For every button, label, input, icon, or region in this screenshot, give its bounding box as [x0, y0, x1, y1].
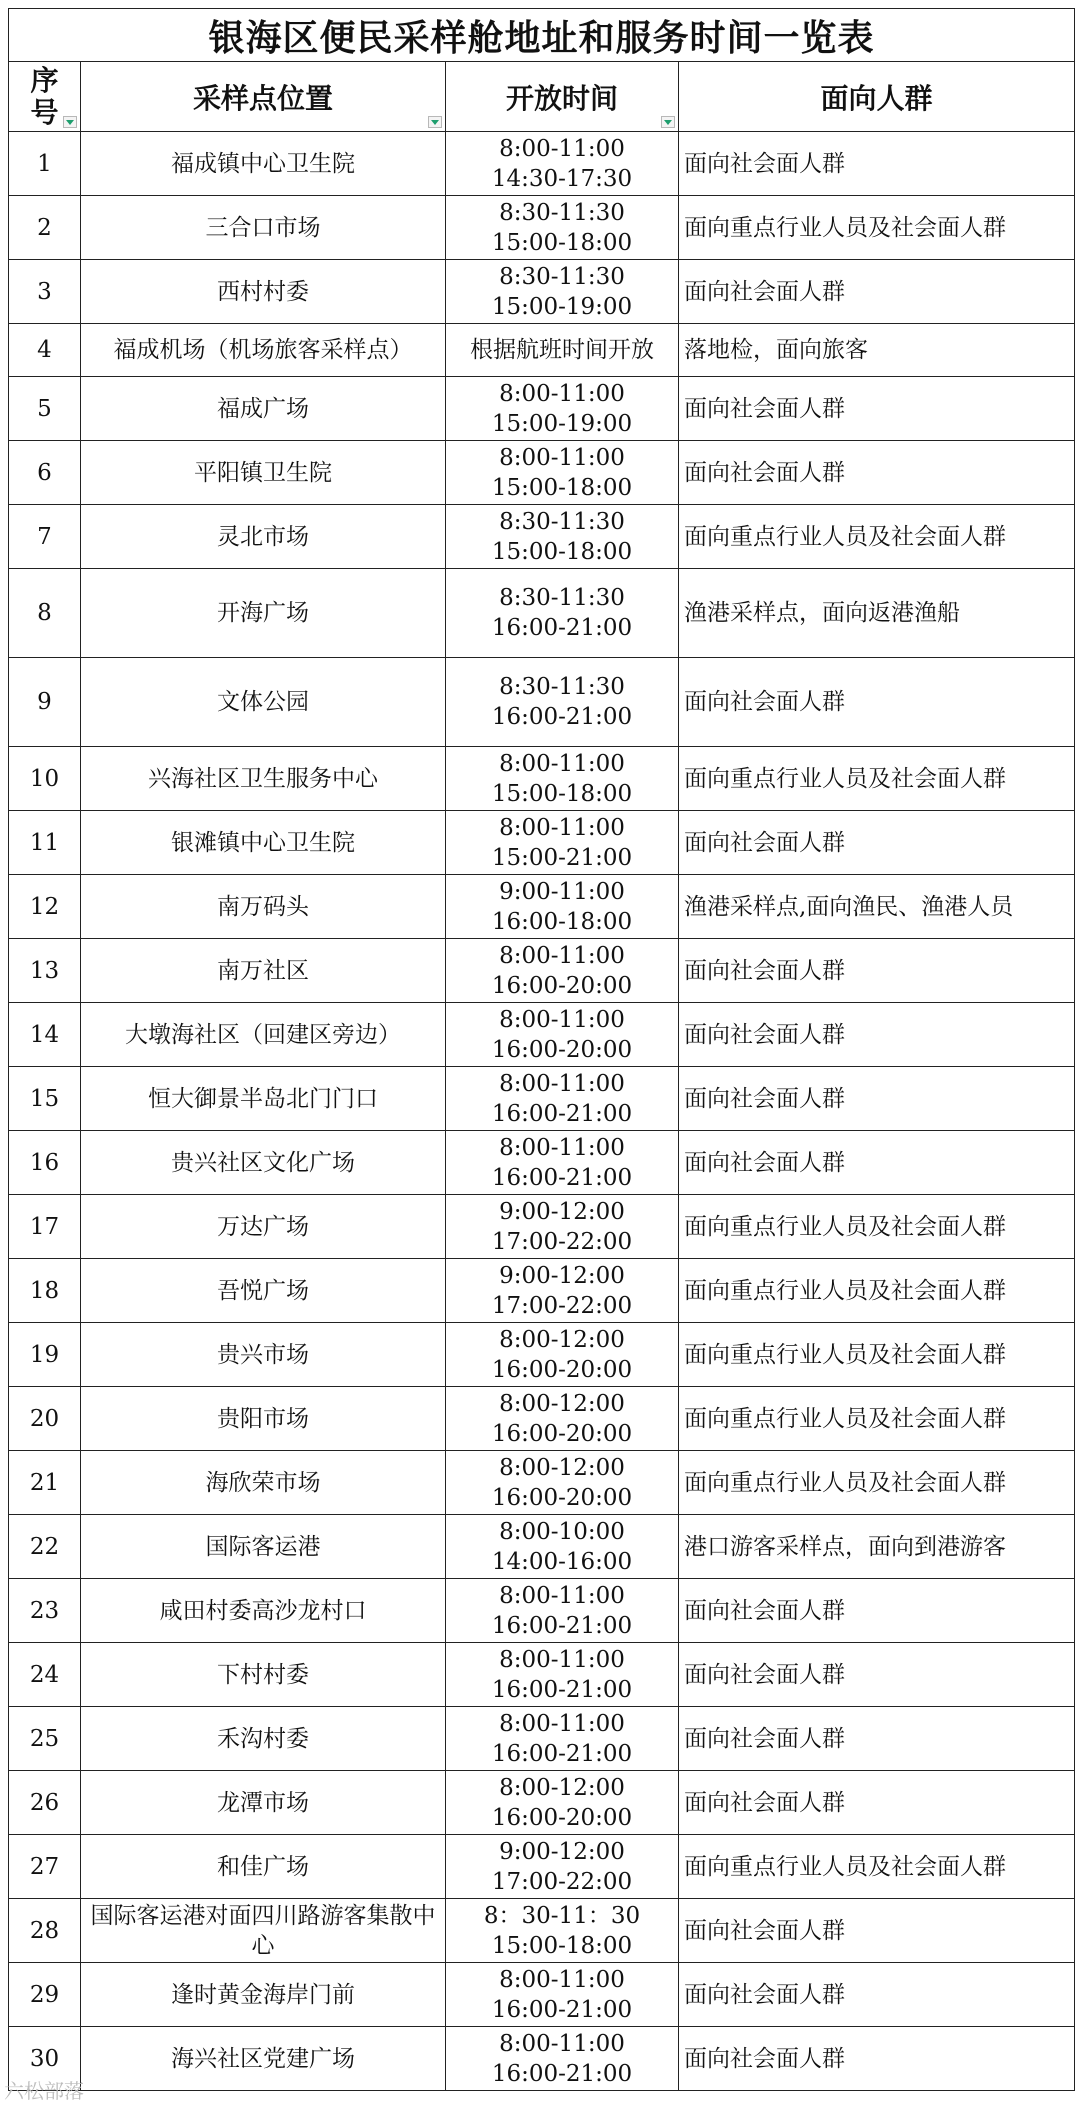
opening-hours — [446, 1195, 679, 1259]
site-location: 吾悦广场 — [81, 1259, 446, 1323]
hours-line-2: 15:00-21:00 — [491, 844, 633, 871]
row-number: 11 — [9, 811, 81, 875]
site-location: 龙潭市场 — [81, 1771, 446, 1835]
hours-line-2: 15:00-18:00 — [491, 229, 633, 256]
row-number: 10 — [9, 747, 81, 811]
hours-line-1: 8:00-12:00 — [499, 1390, 625, 1417]
title-row — [9, 9, 1075, 62]
target-audience: 面向重点行业人员及社会面人群 — [679, 1835, 1075, 1899]
table-row — [9, 441, 1075, 505]
site-location: 西村村委 — [81, 260, 446, 324]
table-row — [9, 1963, 1075, 2027]
row-number: 21 — [9, 1451, 81, 1515]
target-audience: 面向社会面人群 — [679, 1771, 1075, 1835]
target-audience: 面向社会面人群 — [679, 1003, 1075, 1067]
row-number: 29 — [9, 1963, 81, 2027]
site-location: 三合口市场 — [81, 196, 446, 260]
row-number: 13 — [9, 939, 81, 1003]
table-row — [9, 875, 1075, 939]
target-audience: 面向社会面人群 — [679, 811, 1075, 875]
target-audience: 面向社会面人群 — [679, 1579, 1075, 1643]
site-location: 国际客运港对面四川路游客集散中心 — [81, 1899, 446, 1963]
row-number: 26 — [9, 1771, 81, 1835]
hours-line-2: 16:00-21:00 — [491, 1740, 633, 1767]
row-number: 6 — [9, 441, 81, 505]
target-audience: 面向社会面人群 — [679, 441, 1075, 505]
site-location: 贵阳市场 — [81, 1387, 446, 1451]
hours-line-2: 17:00-22:00 — [491, 1228, 633, 1255]
opening-hours — [446, 1067, 679, 1131]
opening-hours — [446, 1387, 679, 1451]
table-row — [9, 658, 1075, 747]
target-audience: 渔港采样点，面向返港渔船 — [679, 569, 1075, 658]
target-audience: 面向社会面人群 — [679, 2027, 1075, 2091]
table-row — [9, 1003, 1075, 1067]
hours-line-1: 8:00-12:00 — [499, 1454, 625, 1481]
row-number: 25 — [9, 1707, 81, 1771]
opening-hours — [446, 811, 679, 875]
table-row — [9, 1451, 1075, 1515]
table-row — [9, 1323, 1075, 1387]
hours-line-1: 8:30-11:30 — [499, 508, 625, 535]
site-location: 福成机场（机场旅客采样点） — [81, 324, 446, 377]
opening-hours — [446, 1771, 679, 1835]
opening-hours — [446, 1835, 679, 1899]
target-audience: 面向社会面人群 — [679, 1963, 1075, 2027]
table-row — [9, 132, 1075, 196]
hours-line-2: 15:00-18:00 — [491, 474, 633, 501]
opening-hours — [446, 505, 679, 569]
table-row — [9, 505, 1075, 569]
table-row — [9, 324, 1075, 377]
site-location: 平阳镇卫生院 — [81, 441, 446, 505]
opening-hours — [446, 569, 679, 658]
hours-line-1: 8:00-11:00 — [499, 444, 625, 471]
hours-line-2: 16:00-21:00 — [491, 1612, 633, 1639]
opening-hours — [446, 1707, 679, 1771]
site-location: 海兴社区党建广场 — [81, 2027, 446, 2091]
opening-hours — [446, 939, 679, 1003]
site-location: 和佳广场 — [81, 1835, 446, 1899]
row-number: 1 — [9, 132, 81, 196]
opening-hours — [446, 1899, 679, 1963]
hours-line-1: 8：30-11：30 — [483, 1902, 641, 1929]
opening-hours — [446, 1643, 679, 1707]
hours-line-2: 16:00-21:00 — [491, 1164, 633, 1191]
table-row — [9, 1579, 1075, 1643]
site-location: 国际客运港 — [81, 1515, 446, 1579]
opening-hours — [446, 875, 679, 939]
site-location: 福成广场 — [81, 377, 446, 441]
hours-line-1: 8:00-11:00 — [499, 135, 625, 162]
opening-hours — [446, 2027, 679, 2091]
row-number: 27 — [9, 1835, 81, 1899]
row-number: 22 — [9, 1515, 81, 1579]
target-audience: 面向社会面人群 — [679, 939, 1075, 1003]
filter-dropdown-icon[interactable] — [63, 116, 77, 128]
opening-hours — [446, 1451, 679, 1515]
hours-line-1: 8:30-11:30 — [499, 263, 625, 290]
header-location-label: 采样点位置 — [192, 81, 333, 115]
site-location: 咸田村委高沙龙村口 — [81, 1579, 446, 1643]
hours-line-2: 14:30-17:30 — [491, 165, 633, 192]
opening-hours — [446, 1003, 679, 1067]
table-row — [9, 1259, 1075, 1323]
hours-line-1: 8:30-11:30 — [499, 199, 625, 226]
target-audience: 面向社会面人群 — [679, 377, 1075, 441]
target-audience: 面向社会面人群 — [679, 1707, 1075, 1771]
row-number: 5 — [9, 377, 81, 441]
hours-line-1: 8:00-11:00 — [499, 1710, 625, 1737]
hours-line-2: 16:00-21:00 — [491, 1676, 633, 1703]
target-audience: 面向重点行业人员及社会面人群 — [679, 1323, 1075, 1387]
filter-dropdown-icon[interactable] — [428, 116, 442, 128]
table-row — [9, 1131, 1075, 1195]
row-number: 17 — [9, 1195, 81, 1259]
hours-line-2: 16:00-21:00 — [491, 615, 633, 641]
target-audience: 面向重点行业人员及社会面人群 — [679, 1387, 1075, 1451]
target-audience: 渔港采样点,面向渔民、渔港人员 — [679, 875, 1075, 939]
target-audience: 面向社会面人群 — [679, 1899, 1075, 1963]
hours-line-2: 15:00-18:00 — [491, 780, 633, 807]
table-row — [9, 1387, 1075, 1451]
hours-line-2: 15:00-18:00 — [491, 1932, 633, 1959]
table-row — [9, 377, 1075, 441]
table-row — [9, 1643, 1075, 1707]
opening-hours — [446, 1515, 679, 1579]
target-audience: 面向社会面人群 — [679, 132, 1075, 196]
site-location: 贵兴社区文化广场 — [81, 1131, 446, 1195]
target-audience: 面向重点行业人员及社会面人群 — [679, 747, 1075, 811]
target-audience: 面向重点行业人员及社会面人群 — [679, 1259, 1075, 1323]
hours-line-1: 8:00-11:00 — [499, 1646, 625, 1673]
header-row — [9, 62, 1075, 132]
row-number: 2 — [9, 196, 81, 260]
target-audience: 面向社会面人群 — [679, 1643, 1075, 1707]
opening-hours — [446, 747, 679, 811]
header-audience — [679, 62, 1075, 132]
hours-line-2: 15:00-19:00 — [491, 410, 633, 437]
hours-line-2: 16:00-20:00 — [491, 1484, 633, 1511]
site-location: 逢时黄金海岸门前 — [81, 1963, 446, 2027]
opening-hours — [446, 260, 679, 324]
opening-hours — [446, 1259, 679, 1323]
hours-line-2: 16:00-20:00 — [491, 1804, 633, 1831]
hours-line-1: 8:30-11:30 — [499, 674, 625, 700]
hours-line-1: 8:00-12:00 — [499, 1326, 625, 1353]
opening-hours — [446, 658, 679, 747]
row-number: 8 — [9, 569, 81, 658]
target-audience: 港口游客采样点，面向到港游客 — [679, 1515, 1075, 1579]
target-audience: 面向重点行业人员及社会面人群 — [679, 1195, 1075, 1259]
hours-line-1: 8:00-10:00 — [499, 1518, 625, 1545]
hours-line-1: 9:00-12:00 — [499, 1838, 625, 1865]
header-seq-label: 序号 — [30, 63, 59, 129]
table-row — [9, 1515, 1075, 1579]
row-number: 20 — [9, 1387, 81, 1451]
row-number: 14 — [9, 1003, 81, 1067]
table-row — [9, 569, 1075, 658]
header-hours-label: 开放时间 — [505, 81, 618, 115]
table-row — [9, 747, 1075, 811]
table-row — [9, 2027, 1075, 2091]
hours-line-2: 16:00-21:00 — [491, 2060, 633, 2087]
row-number: 28 — [9, 1899, 81, 1963]
hours-line-1: 9:00-12:00 — [499, 1198, 625, 1225]
site-location: 灵北市场 — [81, 505, 446, 569]
target-audience: 面向重点行业人员及社会面人群 — [679, 196, 1075, 260]
site-location: 恒大御景半岛北门门口 — [81, 1067, 446, 1131]
hours-line-2: 16:00-21:00 — [491, 1996, 633, 2023]
table-row — [9, 1067, 1075, 1131]
hours-line-1: 8:30-11:30 — [499, 585, 625, 611]
site-location: 海欣荣市场 — [81, 1451, 446, 1515]
header-audience-label: 面向人群 — [820, 81, 933, 115]
site-location: 银滩镇中心卫生院 — [81, 811, 446, 875]
site-location: 下村村委 — [81, 1643, 446, 1707]
target-audience: 面向重点行业人员及社会面人群 — [679, 1451, 1075, 1515]
hours-line-1: 8:00-12:00 — [499, 1774, 625, 1801]
hours-line-1: 8:00-11:00 — [499, 1582, 625, 1609]
opening-hours — [446, 377, 679, 441]
opening-hours — [446, 1131, 679, 1195]
hours-line-2: 14:00-16:00 — [491, 1548, 633, 1575]
hours-line-1: 8:00-11:00 — [499, 2030, 625, 2057]
hours-line-1: 8:00-11:00 — [499, 1134, 625, 1161]
row-number: 18 — [9, 1259, 81, 1323]
table-row — [9, 1771, 1075, 1835]
target-audience: 面向社会面人群 — [679, 1067, 1075, 1131]
table-row — [9, 1899, 1075, 1963]
filter-dropdown-icon[interactable] — [661, 116, 675, 128]
hours-line-2: 16:00-20:00 — [491, 1420, 633, 1447]
site-location: 禾沟村委 — [81, 1707, 446, 1771]
site-location: 大墩海社区（回建区旁边） — [81, 1003, 446, 1067]
hours-line-1: 8:00-11:00 — [499, 1070, 625, 1097]
header-hours — [446, 62, 679, 132]
table-row — [9, 1707, 1075, 1771]
target-audience: 面向社会面人群 — [679, 658, 1075, 747]
site-location: 开海广场 — [81, 569, 446, 658]
hours-line-1: 8:00-11:00 — [499, 1966, 625, 1993]
table-row — [9, 1195, 1075, 1259]
opening-hours — [446, 1323, 679, 1387]
site-location: 南万码头 — [81, 875, 446, 939]
hours-line-1: 8:00-11:00 — [499, 814, 625, 841]
header-location — [81, 62, 446, 132]
target-audience: 面向社会面人群 — [679, 260, 1075, 324]
target-audience: 面向社会面人群 — [679, 1131, 1075, 1195]
row-number: 19 — [9, 1323, 81, 1387]
hours-line-2: 17:00-22:00 — [491, 1292, 633, 1319]
opening-hours — [446, 1579, 679, 1643]
table-title: 银海区便民采样舱地址和服务时间一览表 — [9, 9, 1075, 62]
site-location: 万达广场 — [81, 1195, 446, 1259]
row-number: 12 — [9, 875, 81, 939]
hours-line-1: 8:00-11:00 — [499, 1006, 625, 1033]
row-number: 24 — [9, 1643, 81, 1707]
site-location: 文体公园 — [81, 658, 446, 747]
site-location: 贵兴市场 — [81, 1323, 446, 1387]
hours-line-2: 17:00-22:00 — [491, 1868, 633, 1895]
hours-line-1: 根据航班时间开放 — [470, 337, 654, 363]
hours-line-2: 16:00-21:00 — [491, 704, 633, 730]
sampling-sites-table — [8, 8, 1075, 2091]
row-number: 4 — [9, 324, 81, 377]
hours-line-1: 8:00-11:00 — [499, 750, 625, 777]
hours-line-2: 16:00-20:00 — [491, 1356, 633, 1383]
row-number: 7 — [9, 505, 81, 569]
opening-hours — [446, 1963, 679, 2027]
row-number: 9 — [9, 658, 81, 747]
hours-line-2: 16:00-21:00 — [491, 1100, 633, 1127]
hours-line-2: 16:00-20:00 — [491, 1036, 633, 1063]
row-number: 16 — [9, 1131, 81, 1195]
target-audience: 面向重点行业人员及社会面人群 — [679, 505, 1075, 569]
header-seq — [9, 62, 81, 132]
row-number: 15 — [9, 1067, 81, 1131]
opening-hours — [446, 324, 679, 377]
hours-line-1: 8:00-11:00 — [499, 380, 625, 407]
watermark: 六松部落 — [4, 2079, 84, 2103]
row-number: 3 — [9, 260, 81, 324]
hours-line-1: 9:00-11:00 — [499, 878, 625, 905]
table-row — [9, 939, 1075, 1003]
table-row — [9, 1835, 1075, 1899]
opening-hours — [446, 441, 679, 505]
hours-line-2: 16:00-18:00 — [491, 908, 633, 935]
table-row — [9, 811, 1075, 875]
hours-line-2: 16:00-20:00 — [491, 972, 633, 999]
hours-line-1: 9:00-12:00 — [499, 1262, 625, 1289]
site-location: 兴海社区卫生服务中心 — [81, 747, 446, 811]
table-row — [9, 260, 1075, 324]
target-audience: 落地检，面向旅客 — [679, 324, 1075, 377]
hours-line-2: 15:00-18:00 — [491, 538, 633, 565]
site-location: 南万社区 — [81, 939, 446, 1003]
row-number: 30 — [9, 2027, 81, 2091]
site-location: 福成镇中心卫生院 — [81, 132, 446, 196]
row-number: 23 — [9, 1579, 81, 1643]
hours-line-1: 8:00-11:00 — [499, 942, 625, 969]
table-row — [9, 196, 1075, 260]
hours-line-2: 15:00-19:00 — [491, 293, 633, 320]
opening-hours — [446, 196, 679, 260]
opening-hours — [446, 132, 679, 196]
